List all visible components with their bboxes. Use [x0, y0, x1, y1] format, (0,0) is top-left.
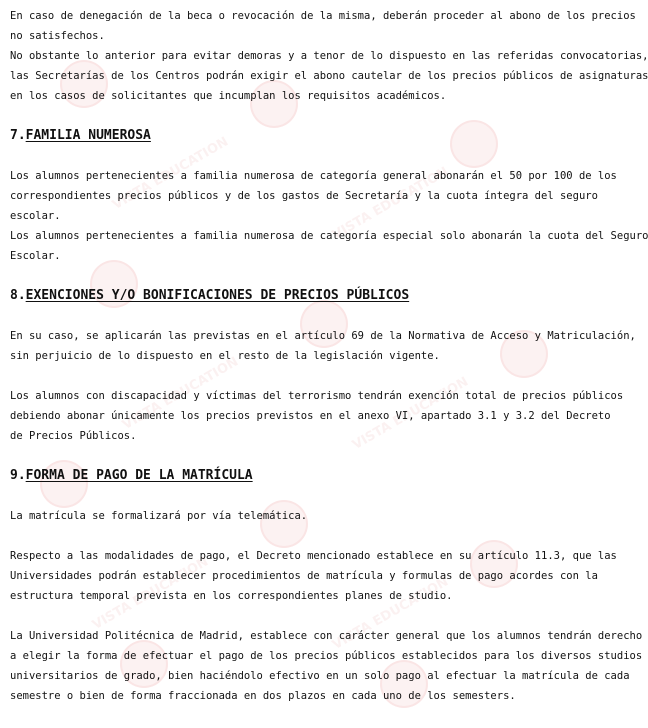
watermark-text: VISTA EDUCATION: [90, 554, 212, 633]
section-heading-9: [10, 466, 576, 486]
paragraph-line: La matrícula se formalizará por vía telemática.: [10, 510, 308, 522]
paragraph-line: las Secretarías de los Centros podrán exigir el abono cautelar de los precios públicos de asignaturas: [10, 70, 648, 82]
paragraph-line: no satisfechos.: [10, 30, 105, 42]
section-number: 9.: [10, 468, 26, 483]
paragraph-line: de Precios Públicos.: [10, 430, 137, 442]
watermark-text: VISTA EDUCATION: [120, 354, 242, 433]
watermark-text: VISTA EDUCATION: [110, 134, 232, 213]
paragraph-line: No obstante lo anterior para evitar demoras y a tenor de lo dispuesto en las referidas convocatorias,: [10, 50, 648, 62]
section-title: FORMA DE PAGO DE LA MATRÍCULA: [25, 468, 253, 483]
paragraph-line: semestre o bien de forma fraccionada en dos plazos en cada uno de los semesters.: [10, 690, 516, 702]
watermark-text: VISTA EDUCATION: [330, 164, 452, 243]
paragraph-line: La Universidad Politécnica de Madrid, establece con carácter general que los alumnos tendrán derecho: [10, 630, 643, 642]
section-heading-7: [10, 126, 576, 146]
paragraph-line: estructura temporal prevista en los correspondientes planes de studio.: [10, 590, 453, 602]
watermark-text: VISTA EDUCATION: [350, 374, 472, 453]
section-number: 7.: [10, 128, 26, 143]
paragraph-line: en los casos de solicitantes que incumplan los requisitos académicos.: [10, 90, 447, 102]
paragraph-line: correspondientes precios públicos y de los gastos de Secretaría y la cuota íntegra del seguro: [10, 190, 598, 202]
paragraph-line: sin perjuicio de lo dispuesto en el resto de la legislación vigente.: [10, 350, 440, 362]
document-body: [10, 6, 648, 706]
paragraph-line: universitarios de grado, bien haciéndolo efectivo en un solo pago al efectuar la matrícula de cada: [10, 670, 630, 682]
paragraph-line: a elegir la forma de efectuar el pago de los precios públicos establecidos para los diversos studios: [10, 650, 643, 662]
paragraph-line: debiendo abonar únicamente los precios previstos en el anexo VI, apartado 3.1 y 3.2 del Decreto: [10, 410, 611, 422]
section-number: 8.: [10, 288, 26, 303]
paragraph-line: Respecto a las modalidades de pago, el Decreto mencionado establece en su artículo 11.3, que las: [10, 550, 617, 562]
paragraph-line: Los alumnos pertenecientes a familia numerosa de categoría general abonarán el 50 por 100 de los: [10, 170, 617, 182]
paragraph-line: escolar.: [10, 210, 61, 222]
paragraph-line: Los alumnos pertenecientes a familia numerosa de categoría especial solo abonarán la cuota del Seguro: [10, 230, 648, 242]
paragraph-line: Escolar.: [10, 250, 61, 262]
section-title: FAMILIA NUMEROSA: [25, 128, 151, 143]
section-title: EXENCIONES Y/O BONIFICACIONES DE PRECIOS PÚBLICOS: [25, 288, 410, 303]
paragraph-line: Universidades podrán establecer procedimientos de matrícula y formulas de pago acordes con la: [10, 570, 598, 582]
watermark-text: VISTA EDUCATION: [330, 574, 452, 653]
paragraph-line: En su caso, se aplicarán las previstas en el artículo 69 de la Normativa de Acceso y Matriculación,: [10, 330, 636, 342]
paragraph-line: En caso de denegación de la beca o revocación de la misma, deberán proceder al abono de los precios: [10, 10, 636, 22]
section-heading-8: [10, 286, 576, 306]
paragraph-line: Los alumnos con discapacidad y víctimas del terrorismo tendrán exención total de precios públicos: [10, 390, 624, 402]
